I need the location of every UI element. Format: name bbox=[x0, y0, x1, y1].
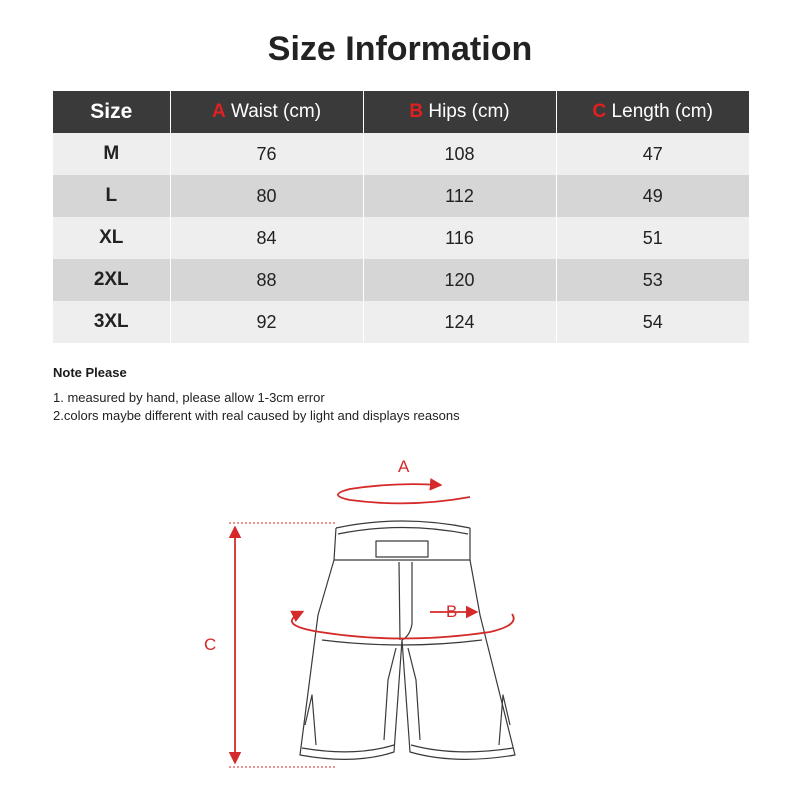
table-row bbox=[53, 133, 749, 175]
header-label: Length (cm) bbox=[606, 101, 713, 122]
hips-cell: 112 bbox=[363, 175, 556, 217]
hips-cell: 120 bbox=[363, 259, 556, 301]
header-length bbox=[556, 91, 749, 133]
header-hips bbox=[363, 91, 556, 133]
table-row bbox=[53, 259, 749, 301]
size-table bbox=[53, 91, 749, 343]
hips-measurement bbox=[292, 602, 514, 639]
note-line: 2.colors maybe different with real caused by light and displays reasons bbox=[53, 408, 460, 423]
size-cell: 2XL bbox=[53, 259, 170, 301]
notes-title: Note Please bbox=[53, 365, 127, 380]
waist-cell: 80 bbox=[170, 175, 363, 217]
hips-cell: 108 bbox=[363, 133, 556, 175]
hem-stitch-right bbox=[411, 745, 513, 752]
shorts-outline bbox=[300, 521, 515, 759]
hips-cell: 116 bbox=[363, 217, 556, 259]
waist-cell: 84 bbox=[170, 217, 363, 259]
length-cell: 47 bbox=[556, 133, 749, 175]
page-title: Size Information bbox=[267, 30, 533, 68]
header-label: Hips (cm) bbox=[423, 101, 510, 122]
header-letter: A bbox=[211, 101, 226, 122]
size-cell: L bbox=[53, 175, 170, 217]
table-row bbox=[53, 175, 749, 217]
size-cell: M bbox=[53, 133, 170, 175]
header-waist bbox=[170, 91, 363, 133]
shorts-body bbox=[300, 560, 515, 759]
fly-seam bbox=[399, 562, 412, 640]
waist-cell: 76 bbox=[170, 133, 363, 175]
waistband-inner-line bbox=[338, 528, 468, 535]
waistband-body bbox=[334, 528, 470, 560]
length-measurement bbox=[204, 523, 336, 767]
table-row bbox=[53, 217, 749, 259]
size-cell: 3XL bbox=[53, 301, 170, 343]
hem-stitch-left bbox=[302, 745, 394, 752]
right-side-slit bbox=[499, 695, 510, 745]
note-line: 1. measured by hand, please allow 1-3cm error bbox=[53, 390, 325, 405]
length-cell: 51 bbox=[556, 217, 749, 259]
inseam-left-panel bbox=[384, 648, 396, 740]
waist-cell: 88 bbox=[170, 259, 363, 301]
header-letter: B bbox=[409, 101, 424, 122]
header-label: Size bbox=[90, 100, 133, 123]
label-c: C bbox=[204, 635, 217, 654]
label-b: B bbox=[446, 602, 458, 621]
shorts-measurement-diagram bbox=[0, 440, 800, 801]
header-size bbox=[53, 91, 170, 133]
waistband-tag bbox=[376, 541, 428, 557]
inseam-right-panel bbox=[408, 648, 420, 740]
notes-section bbox=[53, 365, 753, 426]
waist-arrow bbox=[338, 484, 470, 503]
length-cell: 53 bbox=[556, 259, 749, 301]
hips-cell: 124 bbox=[363, 301, 556, 343]
length-cell: 54 bbox=[556, 301, 749, 343]
table-header-row bbox=[53, 91, 749, 133]
label-a: A bbox=[398, 457, 410, 476]
header-letter: C bbox=[592, 101, 607, 122]
table-row bbox=[53, 301, 749, 343]
length-cell: 49 bbox=[556, 175, 749, 217]
header-label: Waist (cm) bbox=[225, 101, 322, 122]
waist-measurement bbox=[338, 457, 470, 503]
size-cell: XL bbox=[53, 217, 170, 259]
waist-cell: 92 bbox=[170, 301, 363, 343]
